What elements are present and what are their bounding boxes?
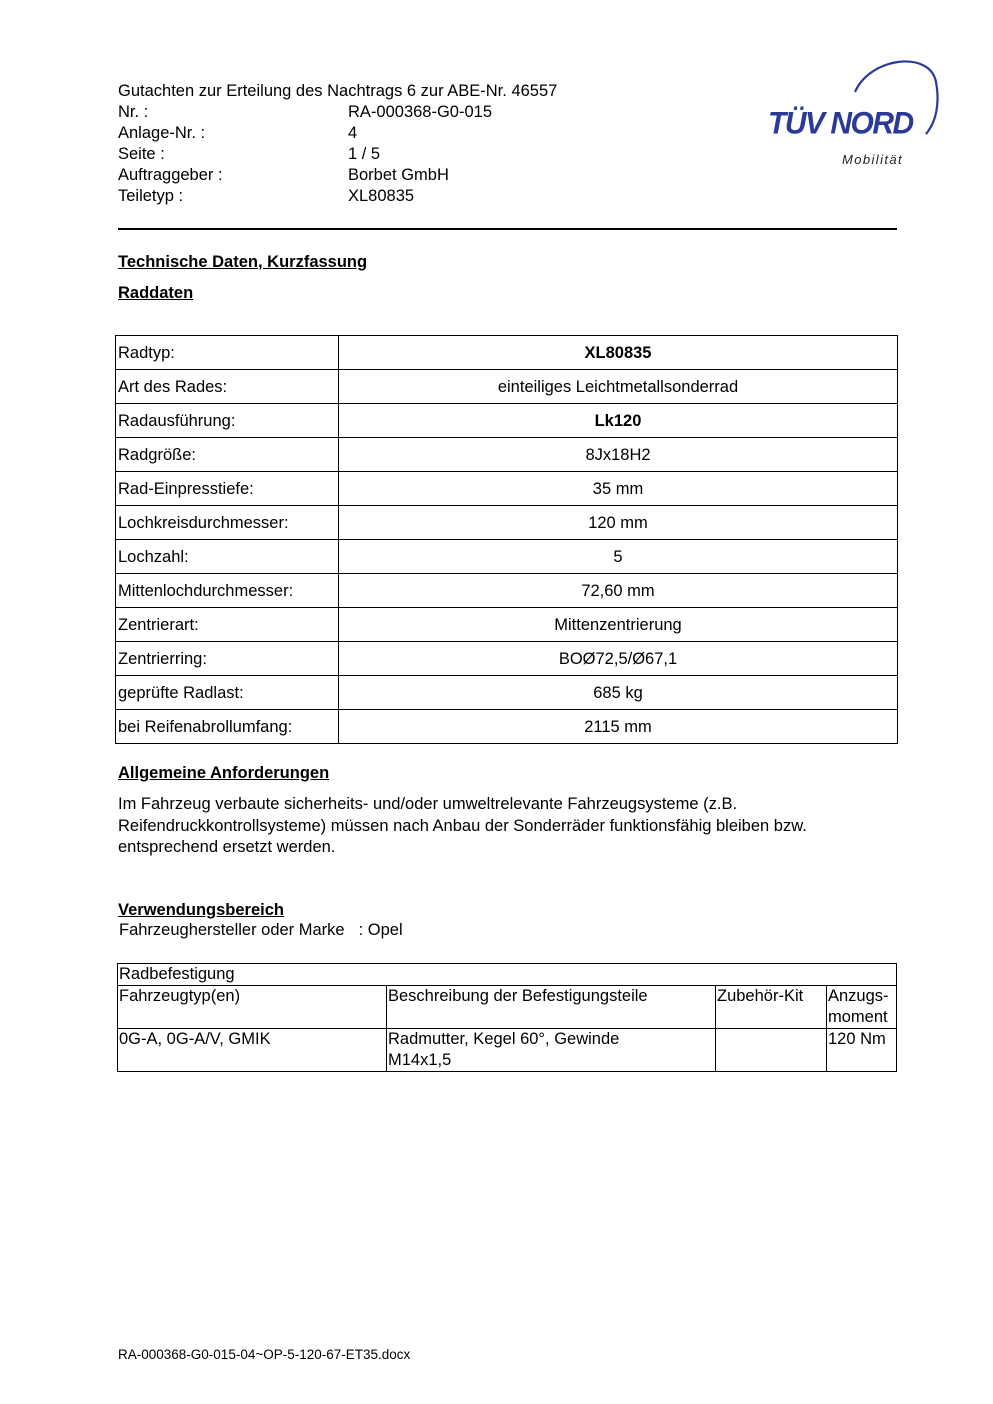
table-row bbox=[116, 642, 898, 676]
row-value: 72,60 mm bbox=[339, 574, 898, 608]
header-key: Anlage-Nr. : bbox=[118, 124, 206, 142]
column-header: Zubehör-Kit bbox=[716, 986, 827, 1029]
column-header bbox=[827, 986, 897, 1029]
description-cell bbox=[387, 1029, 716, 1072]
row-label: Lochzahl: bbox=[116, 540, 339, 574]
header-value: RA-000368-G0-015 bbox=[348, 103, 493, 121]
torque-cell: 120 Nm bbox=[827, 1029, 897, 1072]
summary-heading: Technische Daten, Kurzfassung bbox=[118, 253, 368, 271]
tuv-nord-logo bbox=[760, 52, 950, 177]
wheel-fixing-table bbox=[117, 963, 897, 1072]
header-key: Auftraggeber : bbox=[118, 166, 223, 184]
table-row bbox=[116, 676, 898, 710]
usage-heading: Verwendungsbereich bbox=[118, 901, 284, 919]
header-value: 4 bbox=[348, 124, 358, 142]
table-row bbox=[116, 574, 898, 608]
row-label: Zentrierart: bbox=[116, 608, 339, 642]
header-row-seite bbox=[118, 144, 618, 165]
row-value: 2115 mm bbox=[339, 710, 898, 744]
row-value: einteiliges Leichtmetallsonderrad bbox=[339, 370, 898, 404]
row-label: Zentrierring: bbox=[116, 642, 339, 676]
wheel-data-table bbox=[115, 335, 898, 744]
table-row bbox=[116, 506, 898, 540]
table-title-row bbox=[118, 964, 897, 986]
table-row bbox=[116, 540, 898, 574]
header-value: 1 / 5 bbox=[348, 145, 381, 163]
header-line: Anzugs- bbox=[828, 987, 889, 1005]
row-value: XL80835 bbox=[339, 336, 898, 370]
row-label: Radgröße: bbox=[116, 438, 339, 472]
usage-separator: : bbox=[358, 921, 364, 939]
row-value: Mittenzentrierung bbox=[339, 608, 898, 642]
requirements-text: Im Fahrzeug verbaute sicherheits- und/oder umweltrelevante Fahrzeugsysteme (z.B. Reifendruckkontrollsysteme) müssen nach Anbau der Sonderräder funktionsfähig bleiben bzw. entsprechend ersetzt werden. bbox=[118, 795, 807, 856]
column-header: Fahrzeugtyp(en) bbox=[118, 986, 387, 1029]
row-label: geprüfte Radlast: bbox=[116, 676, 339, 710]
table-title: Radbefestigung bbox=[118, 964, 897, 986]
requirements-heading: Allgemeine Anforderungen bbox=[118, 764, 330, 782]
wheel-data-heading: Raddaten bbox=[118, 284, 194, 302]
row-label: bei Reifenabrollumfang: bbox=[116, 710, 339, 744]
table-row bbox=[116, 336, 898, 370]
row-label: Radausführung: bbox=[116, 404, 339, 438]
header-key: Seite : bbox=[118, 145, 165, 163]
vehicle-types-cell: 0G-A, 0G-A/V, GMIK bbox=[118, 1029, 387, 1072]
document-title: Gutachten zur Erteilung des Nachtrags 6 zur ABE-Nr. 46557 bbox=[118, 82, 558, 100]
header-key: Teiletyp : bbox=[118, 187, 184, 205]
table-row bbox=[116, 404, 898, 438]
header-row-auftraggeber bbox=[118, 165, 618, 186]
row-label: Lochkreisdurchmesser: bbox=[116, 506, 339, 540]
header-line: moment bbox=[828, 1008, 888, 1026]
header-value: XL80835 bbox=[348, 187, 415, 205]
row-label: Mittenlochdurchmesser: bbox=[116, 574, 339, 608]
usage-manufacturer bbox=[119, 920, 403, 941]
header-divider bbox=[118, 228, 897, 230]
row-value: 685 kg bbox=[339, 676, 898, 710]
footer-filename: RA-000368-G0-015-04~OP-5-120-67-ET35.docx bbox=[118, 1347, 411, 1362]
table-row bbox=[116, 472, 898, 506]
table-row bbox=[116, 710, 898, 744]
row-value: 120 mm bbox=[339, 506, 898, 540]
table-row bbox=[118, 1029, 897, 1072]
usage-value: Opel bbox=[367, 921, 403, 939]
header-row-nr bbox=[118, 102, 618, 123]
table-row bbox=[116, 438, 898, 472]
row-label: Art des Rades: bbox=[116, 370, 339, 404]
row-value: BOØ72,5/Ø67,1 bbox=[339, 642, 898, 676]
column-header: Beschreibung der Befestigungsteile bbox=[387, 986, 716, 1029]
kit-cell bbox=[716, 1029, 827, 1072]
row-value: 5 bbox=[339, 540, 898, 574]
usage-label: Fahrzeughersteller oder Marke bbox=[119, 921, 345, 939]
description-line: Radmutter, Kegel 60°, Gewinde bbox=[388, 1030, 620, 1048]
header-info bbox=[118, 102, 618, 207]
table-header-row bbox=[118, 986, 897, 1029]
row-label: Rad-Einpresstiefe: bbox=[116, 472, 339, 506]
logo-wordmark: TÜV NORD bbox=[768, 106, 913, 141]
header-key: Nr. : bbox=[118, 103, 149, 121]
table-row bbox=[116, 370, 898, 404]
description-line: M14x1,5 bbox=[388, 1051, 452, 1069]
row-value: Lk120 bbox=[339, 404, 898, 438]
table-row bbox=[116, 608, 898, 642]
row-value: 8Jx18H2 bbox=[339, 438, 898, 472]
header-row-teiletyp bbox=[118, 186, 618, 207]
row-value: 35 mm bbox=[339, 472, 898, 506]
header-value: Borbet GmbH bbox=[348, 166, 449, 184]
header-row-anlage bbox=[118, 123, 618, 144]
logo-subtitle: Mobilität bbox=[842, 152, 904, 167]
row-label: Radtyp: bbox=[116, 336, 339, 370]
